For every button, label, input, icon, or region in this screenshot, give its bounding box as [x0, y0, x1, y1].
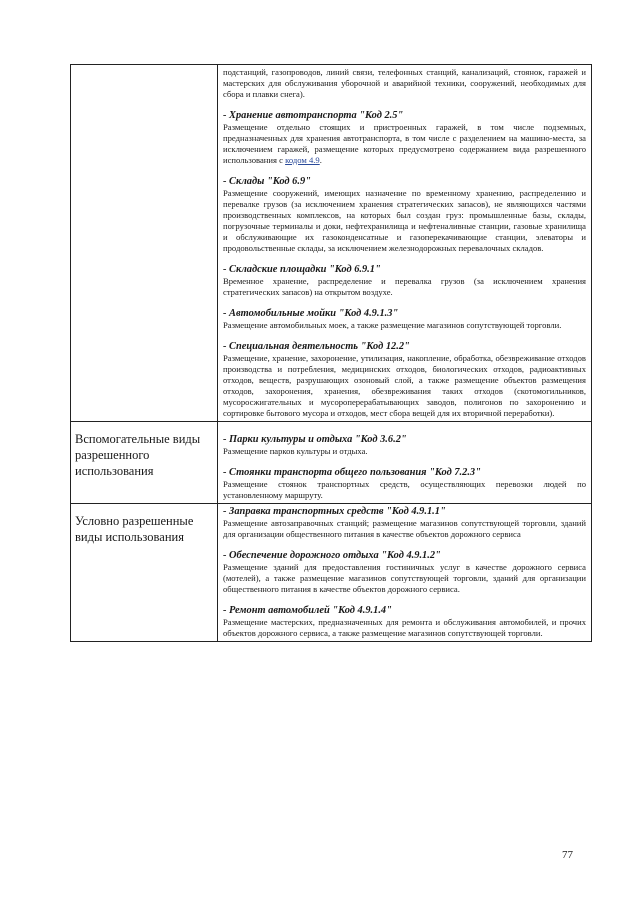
- item-text: Размещение отдельно стоящих и пристроенных гаражей, в том числе подземных, предназначенных для хранения автотранспорта, в том числе с разделением на машино-места, за исключением гаражей, размещение которых предусмотрено содержанием вида разрешенного использования с кодом 4.9.: [223, 122, 586, 165]
- table-row: [71, 422, 592, 504]
- item-text: Размещение автозаправочных станций; размещение магазинов сопутствующей торговли, зданий для организации общественного питания в качестве объектов дорожного сервиса: [223, 518, 586, 539]
- row3-label-cell: [71, 504, 218, 642]
- code-4-9-link[interactable]: кодом 4.9: [285, 155, 320, 165]
- item-title: - Склады "Код 6.9": [223, 176, 311, 187]
- item-text: Размещение, хранение, захоронение, утилизация, накопление, обработка, обезвреживание отходов производства и потребления, медицинских отходов, биологических отходов, радиоактивных отходов, веществ, разрушающих озоновый слой, а также размещение объектов размещения отходов, захоронения, хранения, обезвреживания таких отходов (скотомогильников, мусоросжигательных и мусороперерабатывающих заводов, полигонов по захоронению и сортировке бытового мусора и отходов, мест сбора вещей для их вторичной переработки).: [223, 353, 586, 418]
- row1-content-cell: [218, 65, 592, 422]
- item-title: - Стоянки транспорта общего пользования "Код 7.2.3": [223, 467, 481, 478]
- row2-content-cell: [218, 422, 592, 504]
- page-number: 77: [562, 849, 573, 861]
- item-text: Размещение зданий для предоставления гостиничных услуг в качестве дорожного сервиса (мотелей), а также размещение магазинов сопутствующей торговли, зданий для организации общественного питания в качестве объектов дорожного сервиса.: [223, 562, 586, 594]
- row1-label-cell: [71, 65, 218, 422]
- item-title: - Заправка транспортных средств "Код 4.9.1.1": [223, 506, 446, 517]
- item-title: - Ремонт автомобилей "Код 4.9.1.4": [223, 605, 392, 616]
- auxiliary-uses-label: Вспомогательные виды разрешенного использования: [75, 432, 201, 478]
- item-text: Размещение сооружений, имеющих назначение по временному хранению, распределению и перевалке грузов (за исключением хранения стратегических запасов), не являющихся частями производственных комплексов, на которых был создан груз: промышленные базы, склады, погрузочные терминалы и доки, нефтехранилища и нефтеналивные станции, газовые хранилища и обслуживающие их газоконденсатные и газоперекачивающие станции, элеваторы и продовольственные склады, за исключением железнодорожных перевалочных складов.: [223, 188, 586, 253]
- item-text: Размещение мастерских, предназначенных для ремонта и обслуживания автомобилей, и прочих объектов дорожного сервиса, а также размещение магазинов сопутствующей торговли.: [223, 617, 586, 638]
- row2-label-cell: [71, 422, 218, 504]
- item-title: - Обеспечение дорожного отдыха "Код 4.9.1.2": [223, 550, 441, 561]
- item-title: - Специальная деятельность "Код 12.2": [223, 341, 410, 352]
- table-row: [71, 65, 592, 422]
- table-row: [71, 504, 592, 642]
- item-title: - Парки культуры и отдыха "Код 3.6.2": [223, 434, 407, 445]
- continuation-text: подстанций, газопроводов, линий связи, телефонных станций, канализаций, стоянок, гаражей и мастерских для обслуживания уборочной и аварийной техники, сооружений, необходимых для сбора и плавки снега).: [223, 67, 586, 99]
- item-text: Размещение стоянок транспортных средств, осуществляющих перевозки людей по установленному маршруту.: [223, 479, 586, 500]
- item-text: Размещение парков культуры и отдыха.: [223, 446, 368, 456]
- item-text: Размещение автомобильных моек, а также размещение магазинов сопутствующей торговли.: [223, 320, 562, 330]
- conditional-uses-label: Условно разрешенные виды использования: [75, 514, 194, 544]
- item-text: Временное хранение, распределение и перевалка грузов (за исключением хранения стратегических запасов) на открытом воздухе.: [223, 276, 586, 297]
- zoning-table: [70, 64, 592, 642]
- item-title: - Складские площадки "Код 6.9.1": [223, 264, 381, 275]
- item-title: - Автомобильные мойки "Код 4.9.1.3": [223, 308, 399, 319]
- row3-content-cell: [218, 504, 592, 642]
- item-title: - Хранение автотранспорта "Код 2.5": [223, 110, 404, 121]
